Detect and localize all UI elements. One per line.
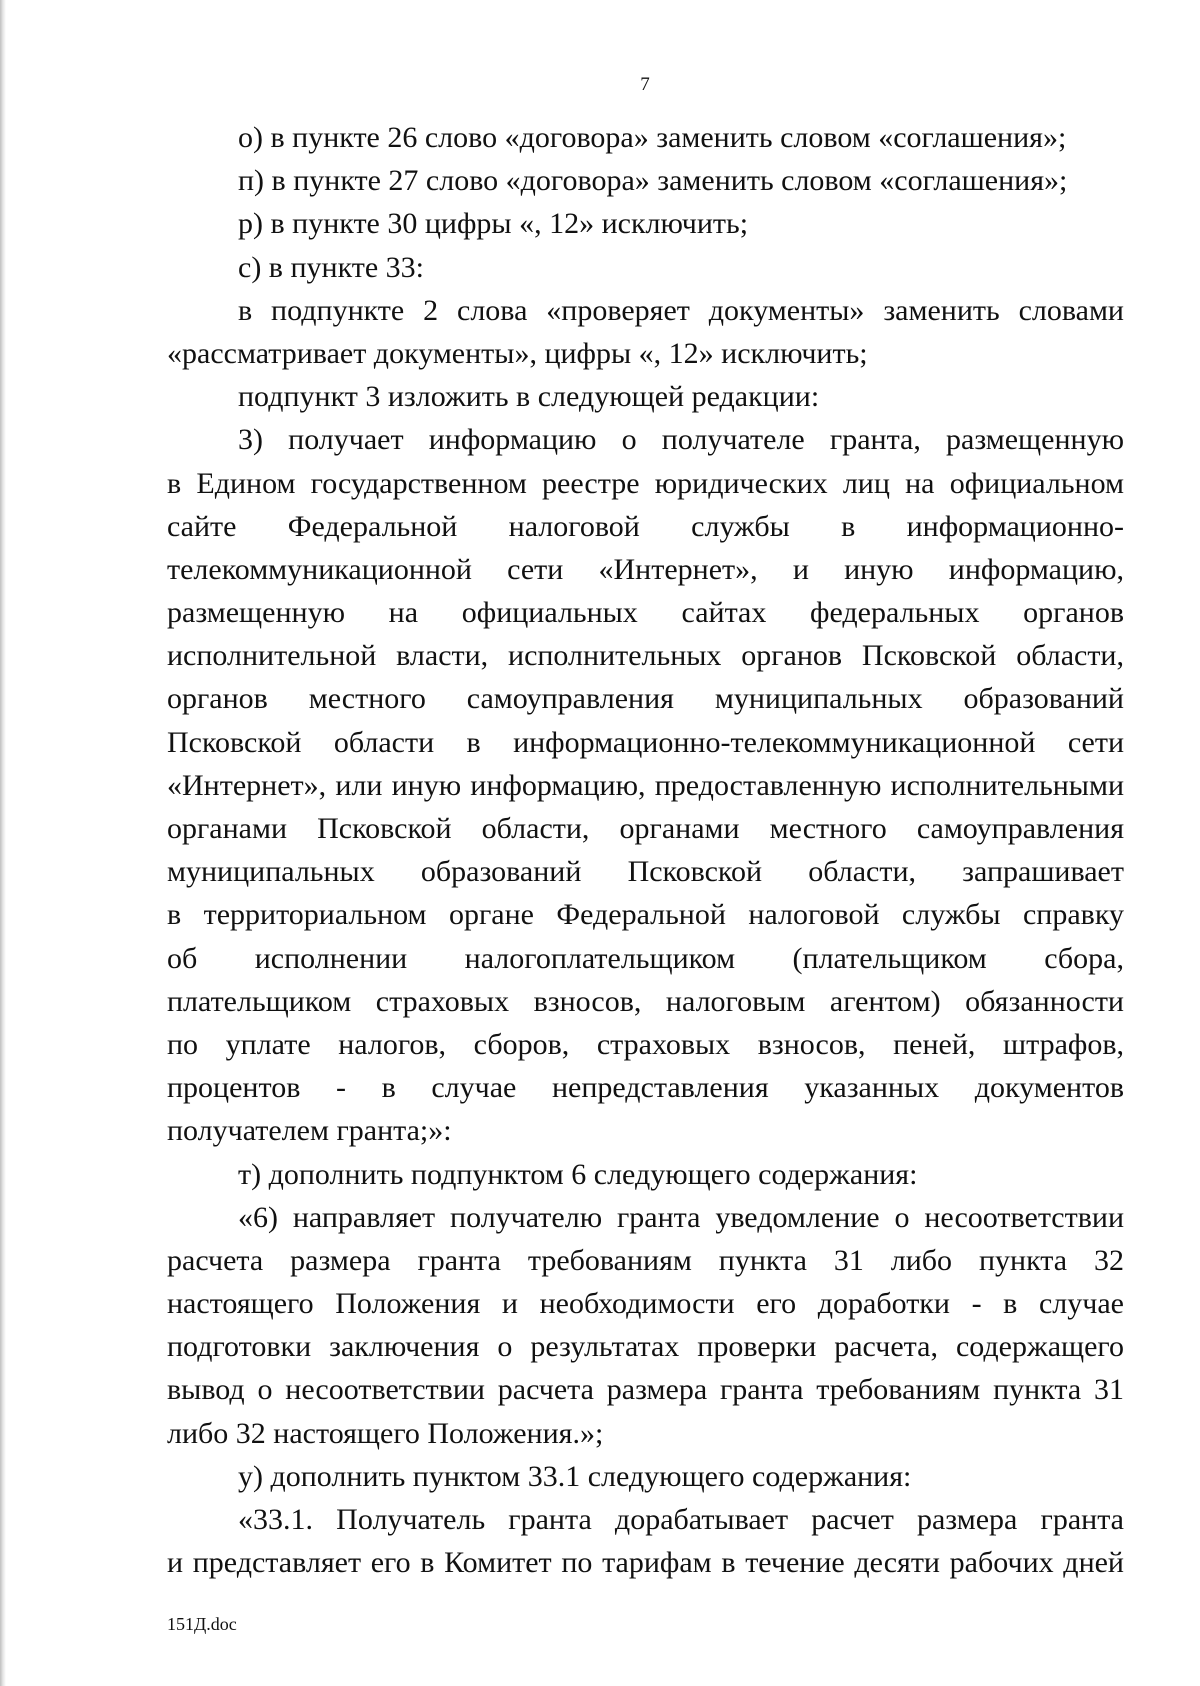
text-line: сайте Федеральной налоговой службы в информационно- [167, 509, 1124, 543]
text-line: получателем гранта;»: [167, 1114, 452, 1148]
text-line: у) дополнить пунктом 33.1 следующего содержания: [238, 1459, 912, 1493]
text-line: вывод о несоответствии расчета размера гранта требованиям пункта 31 [167, 1373, 1124, 1407]
text-line: плательщиком страховых взносов, налоговым агентом) обязанности [167, 984, 1124, 1018]
text-line: Псковской области в информационно-телекоммуникационной сети [167, 725, 1124, 759]
text-line: в подпункте 2 слова «проверяет документы» заменить словами [238, 293, 1124, 327]
text-line: по уплате налогов, сборов, страховых взносов, пеней, штрафов, [167, 1027, 1124, 1061]
text-line: либо 32 настоящего Положения.»; [167, 1416, 604, 1450]
text-line: настоящего Положения и необходимости его доработки - в случае [167, 1287, 1124, 1321]
text-line: подпункт 3 изложить в следующей редакции: [238, 380, 820, 414]
text-line: о) в пункте 26 слово «договора» заменить словом «соглашения»; [238, 121, 1067, 154]
text-line: с) в пункте 33: [238, 250, 425, 284]
text-line: органами Псковской области, органами местного самоуправления [167, 812, 1124, 845]
text-line: муниципальных образований Псковской области, запрашивает [167, 855, 1124, 889]
text-line: т) дополнить подпунктом 6 следующего содержания: [238, 1157, 918, 1191]
text-line: органов местного самоуправления муниципальных образований [167, 682, 1124, 716]
text-line: в территориальном органе Федеральной налоговой службы справку [167, 898, 1124, 932]
text-line: расчета размера гранта требованиям пункта 31 либо пункта 32 [167, 1243, 1124, 1277]
document-filename: 151Д.doc [167, 1614, 237, 1634]
scan-edge [0, 0, 6, 1686]
text-line: «6) направляет получателю гранта уведомление о несоответствии [238, 1200, 1124, 1234]
text-line: 3) получает информацию о получателе гранта, размещенную [238, 423, 1124, 457]
text-line: подготовки заключения о результатах проверки расчета, содержащего [167, 1330, 1124, 1364]
document-body [167, 116, 1124, 1584]
text-line: «33.1. Получатель гранта дорабатывает расчет размера гранта [238, 1503, 1124, 1536]
text-line: «рассматривает документы», цифры «, 12» исключить; [167, 336, 868, 370]
text-line: размещенную на официальных сайтах федеральных органов [167, 596, 1124, 630]
text-line: телекоммуникационной сети «Интернет», и иную информацию, [167, 552, 1124, 586]
text-line: процентов - в случае непредставления указанных документов [167, 1071, 1124, 1105]
text-line: п) в пункте 27 слово «договора» заменить словом «соглашения»; [238, 164, 1068, 198]
text-line: в Едином государственном реестре юридических лиц на официальном [167, 466, 1124, 500]
text-line: р) в пункте 30 цифры «, 12» исключить; [238, 207, 749, 241]
page-number: 7 [640, 74, 650, 95]
text-line: «Интернет», или иную информацию, предоставленную исполнительными [167, 768, 1124, 802]
text-line: об исполнении налогоплательщиком (плательщиком сбора, [167, 941, 1124, 975]
text-line: исполнительной власти, исполнительных органов Псковской области, [167, 639, 1124, 673]
text-line: и представляет его в Комитет по тарифам в течение десяти рабочих дней [167, 1546, 1124, 1580]
